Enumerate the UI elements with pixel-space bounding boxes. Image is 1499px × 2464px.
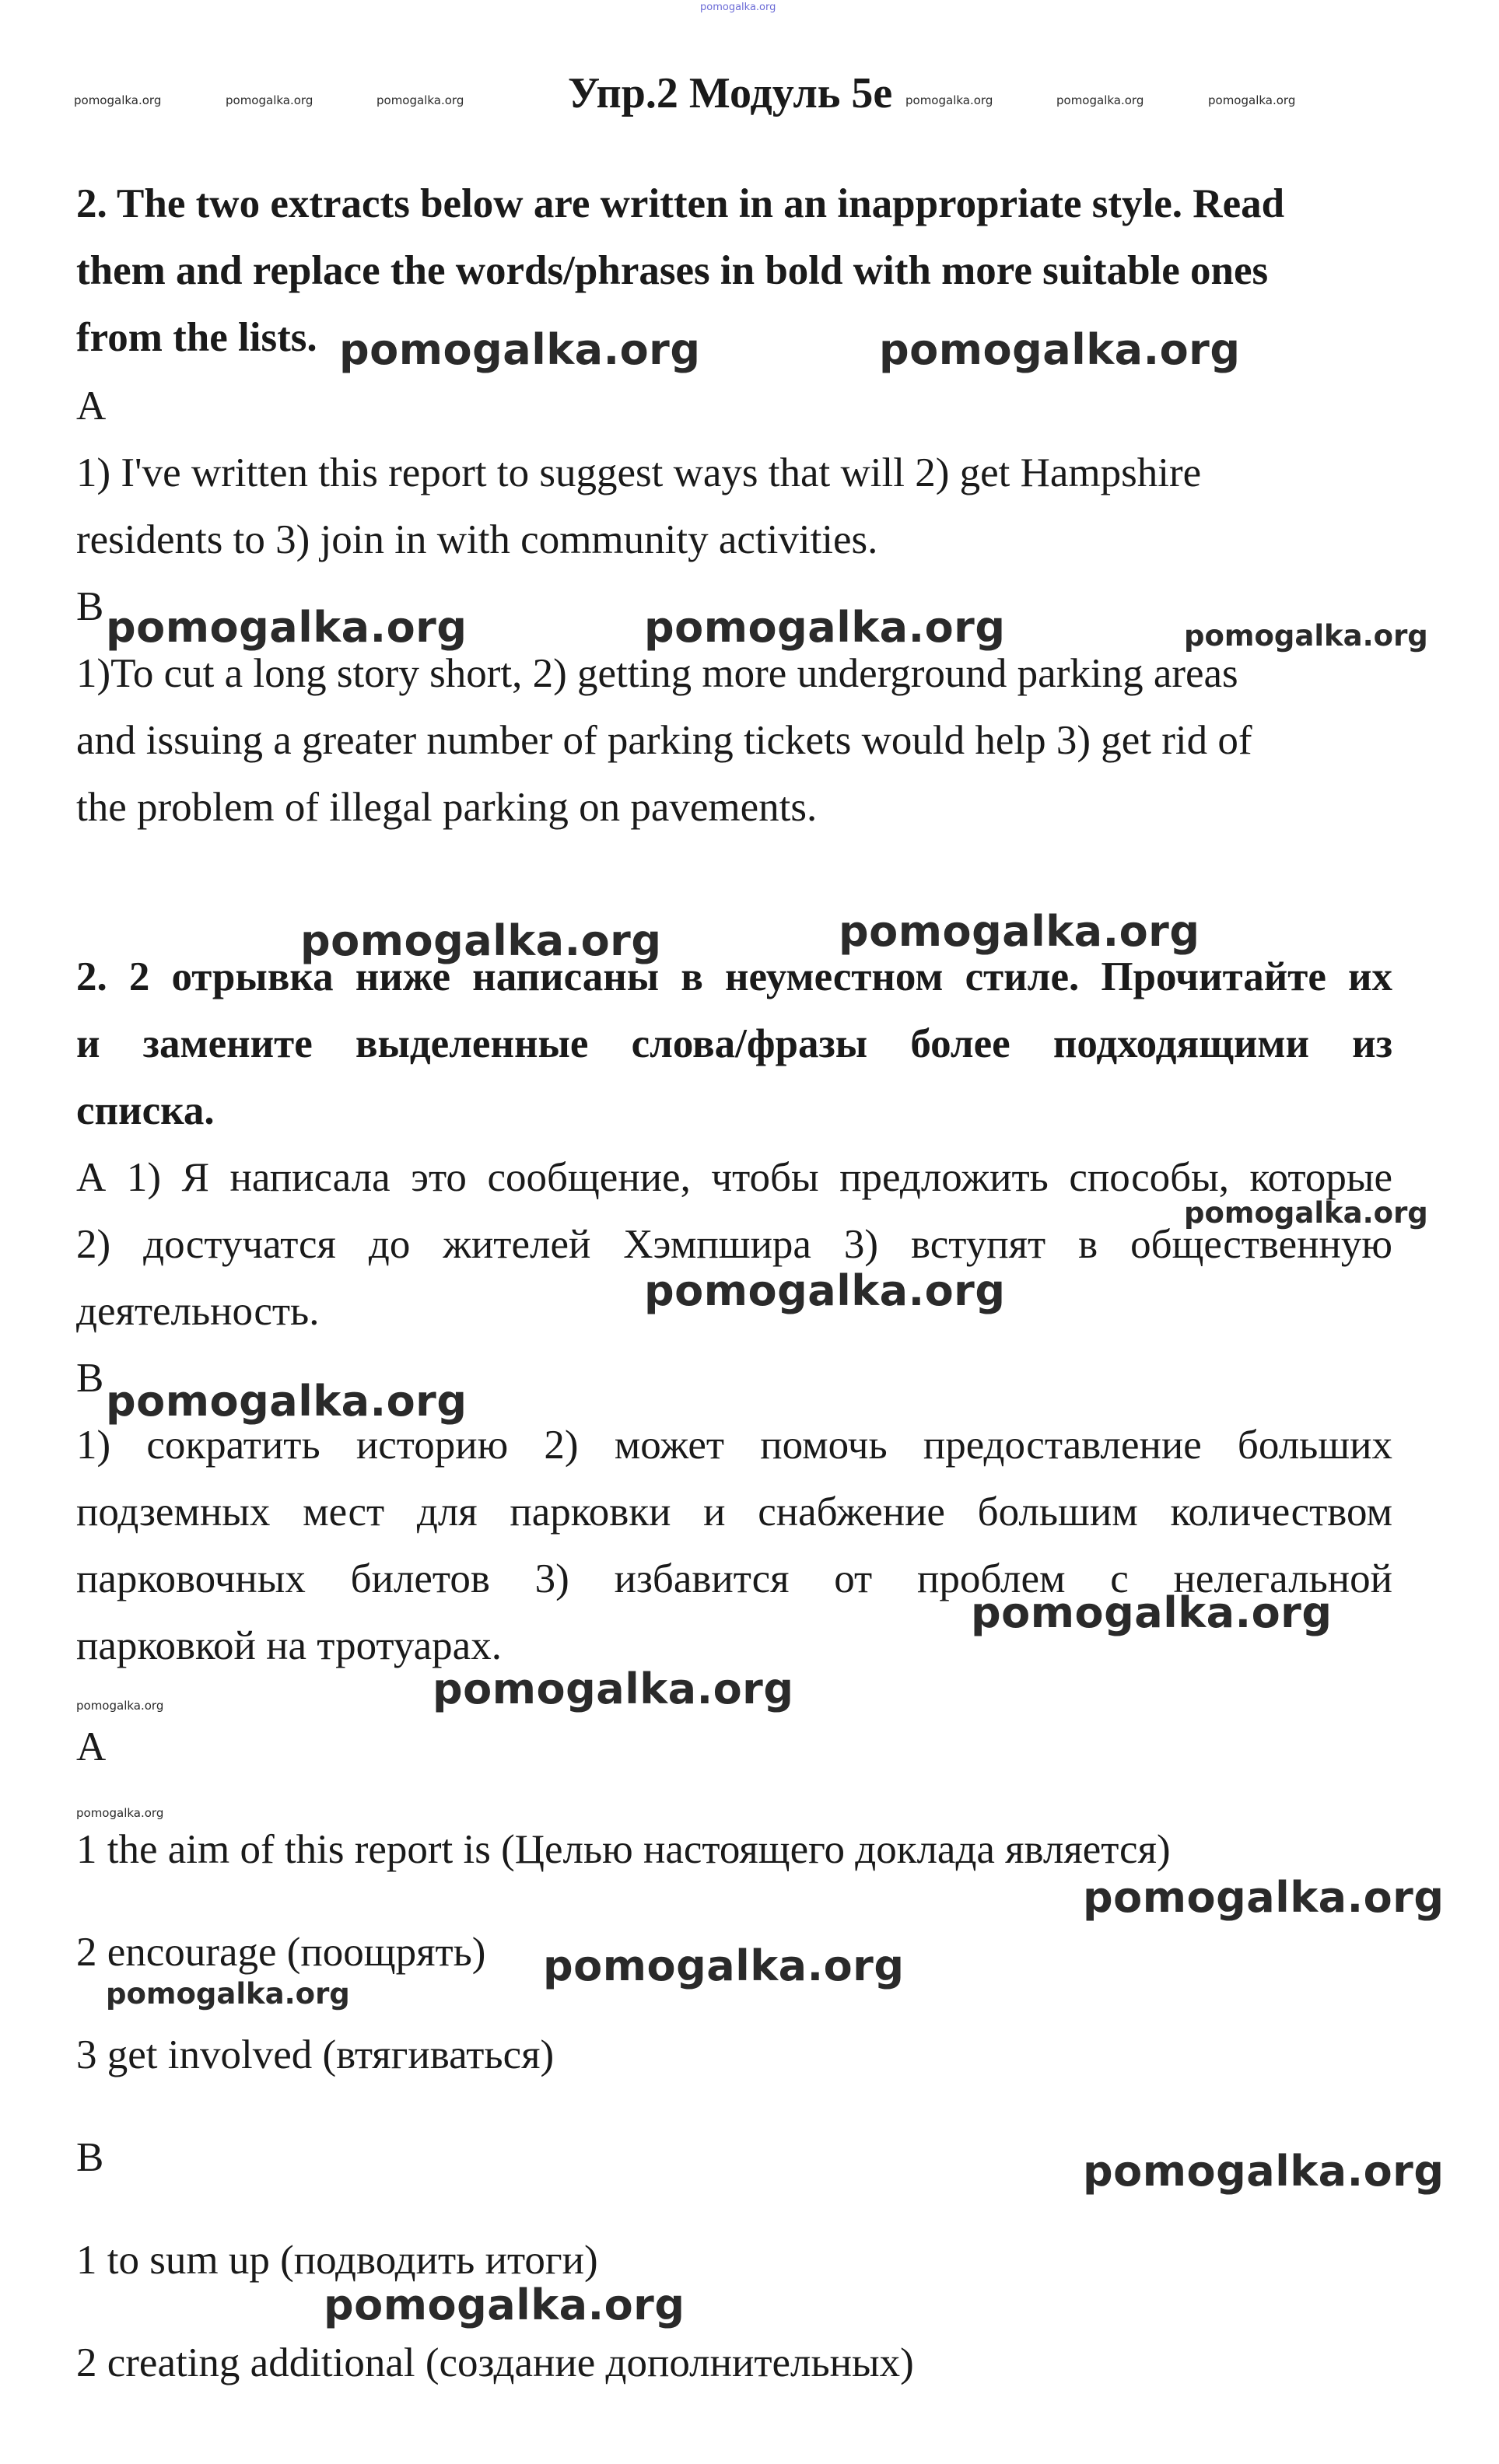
- watermark: pomogalka.org: [339, 325, 701, 374]
- extract-line: 1)To cut a long story short, 2) getting more underground parking areas: [76, 651, 1238, 696]
- extract-line: деятельность.: [76, 1289, 320, 1334]
- answer-item: 1 to sum up (подводить итоги): [76, 2238, 598, 2283]
- extract-line: парковочных билетов 3) избавится от проблем с нелегальной: [76, 1556, 1392, 1601]
- task-line: 2. The two extracts below are written in an inappropriate style. Read: [76, 181, 1285, 226]
- answer-item: 2 encourage (поощрять): [76, 1930, 486, 1975]
- extract-line: and issuing a greater number of parking tickets would help 3) get rid of: [76, 718, 1252, 763]
- watermark: pomogalka.org: [324, 2280, 685, 2329]
- extract-label: A: [76, 383, 107, 429]
- page-title: Упр.2 Модуль 5е: [568, 69, 893, 117]
- extract-line: подземных мест для парковки и снабжение большим количеством: [76, 1489, 1392, 1535]
- task-line: them and replace the words/phrases in bold with more suitable ones: [76, 248, 1269, 293]
- header-watermark: pomogalka.org: [226, 93, 313, 107]
- extract-line: the problem of illegal parking on pavements.: [76, 785, 818, 830]
- watermark: pomogalka.org: [300, 916, 662, 965]
- extract-line: 1) I've written this report to suggest ways that will 2) get Hampshire: [76, 450, 1202, 495]
- extract-line: 1) сократить историю 2) может помочь предоставление больших: [76, 1423, 1392, 1468]
- header-watermark: pomogalka.org: [377, 93, 464, 107]
- watermark: pomogalka.org: [1083, 1873, 1445, 1922]
- watermark: pomogalka.org: [433, 1664, 794, 1713]
- watermark: pomogalka.org: [879, 325, 1241, 374]
- extract-line: парковкой на тротуарах.: [76, 1623, 502, 1668]
- watermark: pomogalka.org: [106, 1377, 468, 1426]
- header-watermark: pomogalka.org: [905, 93, 993, 107]
- watermark: pomogalka.org: [644, 1266, 1006, 1315]
- answer-item: 1 the aim of this report is (Целью настоящего доклада является): [76, 1827, 1171, 1872]
- extract-label: В: [76, 1356, 104, 1401]
- header-watermark: pomogalka.org: [1208, 93, 1296, 107]
- watermark: pomogalka.org: [971, 1588, 1333, 1637]
- answer-label: A: [76, 1724, 107, 1769]
- task-line: from the lists.: [76, 315, 317, 360]
- header-watermark: pomogalka.org: [1056, 93, 1144, 107]
- watermark: pomogalka.org: [1083, 2147, 1445, 2196]
- watermark: pomogalka.org: [644, 603, 1006, 652]
- extract-line: А 1) Я написала это сообщение, чтобы предложить способы, которые: [76, 1155, 1392, 1200]
- watermark: pomogalka.org: [543, 1941, 905, 1990]
- watermark: pomogalka.org: [1184, 1196, 1428, 1230]
- extract-line: residents to 3) join in with community activities.: [76, 517, 878, 562]
- extract-label: B: [76, 584, 104, 629]
- task-line: и замените выделенные слова/фразы более подходящими из: [76, 1021, 1392, 1066]
- watermark: pomogalka.org: [106, 1977, 350, 2011]
- header-watermark: pomogalka.org: [74, 93, 162, 107]
- watermark: pomogalka.org: [76, 1699, 164, 1713]
- answer-label: B: [76, 2135, 104, 2180]
- watermark: pomogalka.org: [839, 907, 1200, 956]
- top-watermark: pomogalka.org: [700, 2, 776, 13]
- answer-item: 2 creating additional (создание дополнительных): [76, 2340, 914, 2385]
- task-line: 2. 2 отрывка ниже написаны в неуместном стиле. Прочитайте их: [76, 954, 1392, 999]
- answer-item: 3 get involved (втягиваться): [76, 2032, 555, 2077]
- task-line: списка.: [76, 1088, 215, 1133]
- watermark: pomogalka.org: [1184, 619, 1428, 653]
- watermark: pomogalka.org: [106, 603, 468, 652]
- extract-line: 2) достучатся до жителей Хэмпшира 3) вступят в общественную: [76, 1222, 1392, 1267]
- watermark: pomogalka.org: [76, 1806, 164, 1820]
